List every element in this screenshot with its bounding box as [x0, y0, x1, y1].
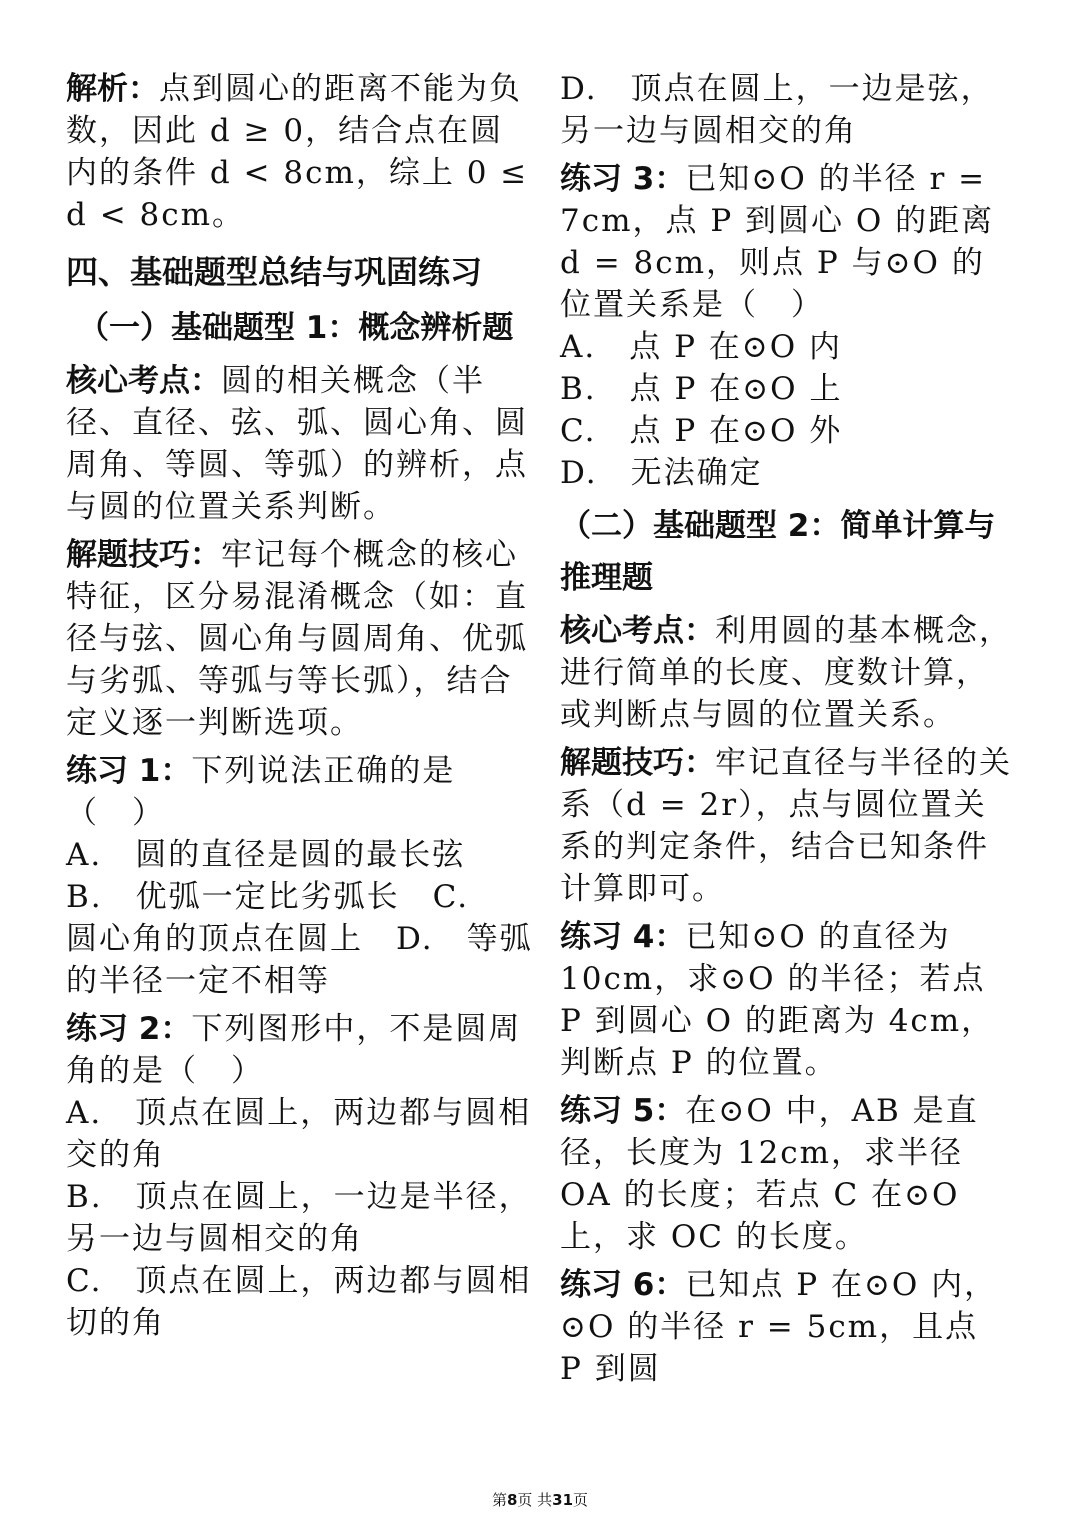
exercise-5-label: 练习 5：: [560, 1093, 686, 1129]
exercise-2-option-a: A. 顶点在圆上，两边都与圆相交的角: [66, 1095, 532, 1173]
exercise-4-question: [560, 916, 1012, 1084]
footer-prefix: 第: [491, 1491, 507, 1509]
core-points-label: 核心考点：: [66, 363, 221, 399]
exercise-2-text: 下列图形中，不是圆周角的是（ ）: [66, 1011, 522, 1089]
analysis-label: 解析：: [66, 71, 159, 107]
current-page-number: 8: [506, 1491, 518, 1509]
footer-suffix: 页: [573, 1491, 589, 1509]
core-points-paragraph-2: [560, 610, 1012, 736]
tips-text: 牢记每个概念的核心特征，区分易混淆概念（如：直径与弦、圆心角与圆周角、优弧与劣弧、等弧与等长弧），结合定义逐一判断选项。: [66, 537, 528, 741]
exercise-2-label: 练习 2：: [66, 1011, 192, 1047]
exercise-6-label: 练习 6：: [560, 1267, 686, 1303]
exercise-2-option-c: C. 顶点在圆上，两边都与圆相切的角: [66, 1263, 532, 1341]
exercise-1-options: A. 圆的直径是圆的最长弦 B. 优弧一定比劣弧长 C. 圆心角的顶点在圆上 D. 等弧的半径一定不相等: [66, 837, 533, 999]
exercise-1-question: [66, 750, 534, 834]
left-column: [66, 68, 534, 1344]
tips-paragraph: [66, 534, 534, 744]
core-points-label-2: 核心考点：: [560, 613, 715, 649]
footer-middle: 页 共: [517, 1491, 553, 1509]
analysis-paragraph: [66, 68, 534, 236]
total-page-number: 31: [552, 1491, 574, 1509]
exercise-2-option-b: B. 顶点在圆上，一边是半径，另一边与圆相交的角: [66, 1179, 532, 1257]
exercise-2-question: [66, 1008, 534, 1092]
exercise-5-question: [560, 1090, 1012, 1258]
tips-label: 解题技巧：: [66, 537, 221, 573]
analysis-text: 点到圆心的距离不能为负数，因此 d ≥ 0，结合点在圆内的条件 d < 8cm，综上 0 ≤ d < 8cm。: [66, 71, 529, 233]
exercise-3-question: [560, 158, 1012, 326]
core-points-paragraph: [66, 360, 534, 528]
exercise-1-label: 练习 1：: [66, 753, 192, 789]
subsection-1-title: （一）基础题型 1：概念辨析题: [78, 310, 514, 346]
exercise-3-label: 练习 3：: [560, 161, 686, 197]
exercise-3-option-b: B. 点 P 在⊙O 上: [560, 371, 843, 407]
exercise-6-text: 已知点 P 在⊙O 内，⊙O 的半径 r = 5cm，且点 P 到圆: [560, 1267, 998, 1387]
page-footer: [0, 1490, 1080, 1510]
exercise-3-option-d: D. 无法确定: [560, 455, 763, 491]
subsection-2-title: （二）基础题型 2：简单计算与推理题: [560, 508, 996, 596]
exercise-4-text: 已知⊙O 的直径为 10cm，求⊙O 的半径；若点 P 到圆心 O 的距离为 4cm，判断点 P 的位置。: [560, 919, 995, 1081]
tips-paragraph-2: [560, 742, 1012, 910]
core-points-text: 圆的相关概念（半径、直径、弦、弧、圆心角、圆周角、等圆、等弧）的辨析，点与圆的位置关系判断。: [66, 363, 528, 525]
exercise-3-option-a: A. 点 P 在⊙O 内: [560, 329, 843, 365]
exercise-2-option-d: D. 顶点在圆上，一边是弦，另一边与圆相交的角: [560, 71, 994, 149]
exercise-3-option-c: C. 点 P 在⊙O 外: [560, 413, 843, 449]
exercise-1-text: 下列说法正确的是（ ）: [66, 753, 456, 831]
core-points-text-2: 利用圆的基本概念，进行简单的长度、度数计算，或判断点与圆的位置关系。: [560, 613, 1012, 733]
exercise-3-text: 已知⊙O 的半径 r = 7cm，点 P 到圆心 O 的距离 d = 8cm，则点 P 与⊙O 的位置关系是（ ）: [560, 161, 995, 323]
section-title: 四、基础题型总结与巩固练习: [66, 253, 483, 291]
tips-label-2: 解题技巧：: [560, 745, 715, 781]
tips-text-2: 牢记直径与半径的关系（d = 2r），点与圆位置关系的判定条件，结合已知条件计算即可。: [560, 745, 1012, 907]
exercise-4-label: 练习 4：: [560, 919, 686, 955]
right-column: [560, 68, 1012, 1396]
exercise-5-text: 在⊙O 中，AB 是直径，长度为 12cm，求半径 OA 的长度；若点 C 在⊙O 上，求 OC 的长度。: [560, 1093, 979, 1255]
exercise-6-question: [560, 1264, 1012, 1390]
